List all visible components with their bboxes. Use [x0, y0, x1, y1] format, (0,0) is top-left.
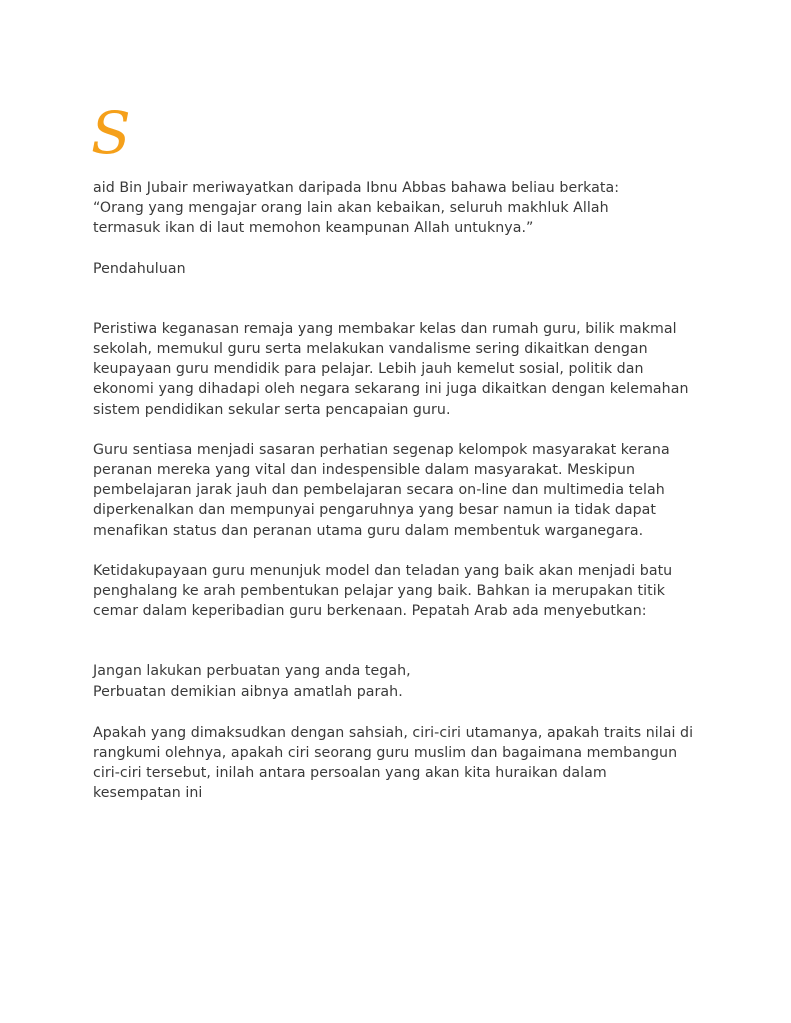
paragraph-4 — [93, 723, 733, 804]
text-line: diperkenalkan dan mempunyai pengaruhnya yang besar namun ia tidak dapat — [93, 502, 657, 519]
text-line: Apakah yang dimaksudkan dengan sahsiah, ciri-ciri utamanya, apakah traits nilai di — [93, 724, 694, 741]
verse-line: Jangan lakukan perbuatan yang anda tegah, — [93, 663, 411, 680]
paragraph-3 — [93, 561, 733, 622]
text-line: peranan mereka yang vital dan indespensible dalam masyarakat. Meskipun — [93, 462, 636, 479]
paragraph-2 — [93, 440, 733, 541]
text-line: menafikan status dan peranan utama guru dalam membentuk warganegara. — [93, 522, 644, 539]
drop-cap-letter: S — [91, 99, 131, 167]
text-line: sistem pendidikan sekular serta pencapaian guru. — [93, 401, 451, 418]
text-line: termasuk ikan di laut memohon keampunan Allah untuknya.” — [93, 220, 534, 237]
text-line: Ketidakupayaan guru menunjuk model dan teladan yang baik akan menjadi batu — [93, 562, 673, 579]
text-line: kesempatan ini — [93, 785, 203, 802]
text-line: sekolah, memukul guru serta melakukan vandalisme sering dikaitkan dengan — [93, 341, 648, 358]
section-heading — [93, 259, 733, 279]
text-line: cemar dalam keperibadian guru berkenaan. Pepatah Arab ada menyebutkan: — [93, 603, 647, 620]
proverb-verse — [93, 661, 733, 701]
text-line: ekonomi yang dihadapi oleh negara sekarang ini juga dikaitkan dengan kelemahan — [93, 381, 689, 398]
paragraph-1 — [93, 319, 733, 420]
text-line: Guru sentiasa menjadi sasaran perhatian segenap kelompok masyarakat kerana — [93, 441, 670, 458]
text-line: pembelajaran jarak jauh dan pembelajaran secara on-line dan multimedia telah — [93, 482, 665, 499]
text-line: Peristiwa keganasan remaja yang membakar kelas dan rumah guru, bilik makmal — [93, 320, 677, 337]
opening-quote-paragraph — [93, 178, 733, 239]
text-line: ciri-ciri tersebut, inilah antara persoalan yang akan kita huraikan dalam — [93, 765, 607, 782]
document-body — [93, 178, 733, 804]
verse-line: Perbuatan demikian aibnya amatlah parah. — [93, 683, 403, 700]
heading-text: Pendahuluan — [93, 260, 186, 277]
text-line: aid Bin Jubair meriwayatkan daripada Ibnu Abbas bahawa beliau berkata: — [93, 180, 620, 196]
text-line: penghalang ke arah pembentukan pelajar yang baik. Bahkan ia merupakan titik — [93, 583, 665, 600]
text-line: “Orang yang mengajar orang lain akan kebaikan, seluruh makhluk Allah — [93, 200, 609, 217]
text-line: keupayaan guru mendidik para pelajar. Lebih jauh kemelut sosial, politik dan — [93, 361, 644, 378]
text-line: rangkumi olehnya, apakah ciri seorang guru muslim dan bagaimana membangun — [93, 745, 678, 762]
